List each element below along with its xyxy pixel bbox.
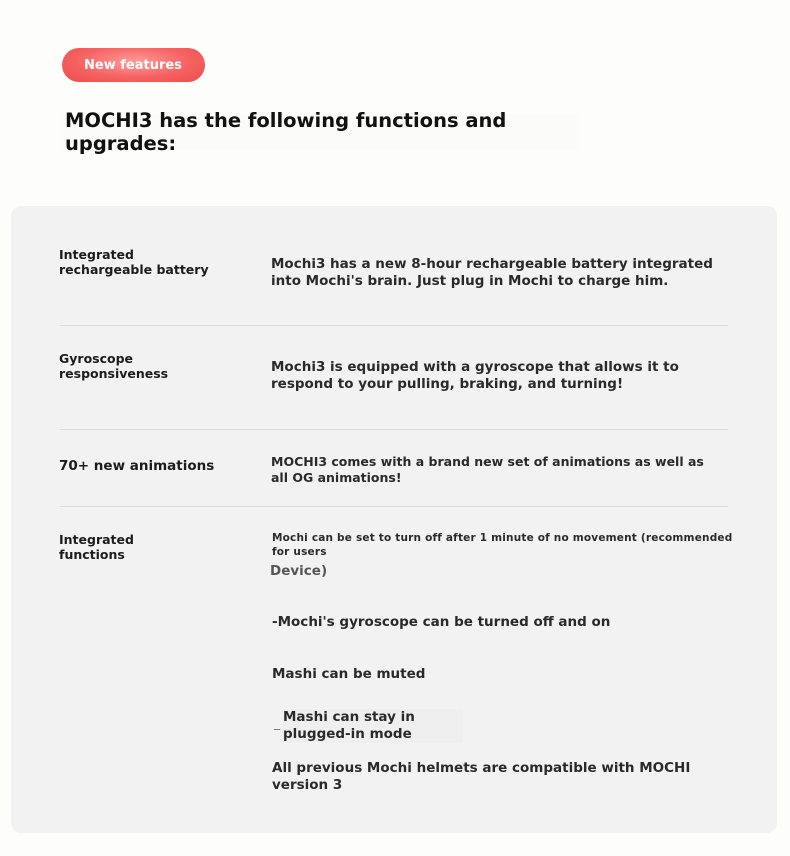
function-auto-off-cont: Device)	[270, 563, 328, 579]
function-mute: Mashi can be muted	[272, 666, 426, 682]
features-panel	[11, 206, 777, 833]
divider	[60, 325, 728, 326]
page-title	[62, 109, 578, 155]
function-bullet: _	[274, 716, 280, 730]
feature-label-battery: Integrated rechargeable battery	[59, 247, 209, 277]
function-auto-off: Mochi can be set to turn off after 1 minute of no movement (recommended for users	[272, 532, 733, 558]
divider	[60, 429, 728, 430]
feature-desc-animations: MOCHI3 comes with a brand new set of animations as well as all OG animations!	[271, 454, 704, 485]
function-plugged-in: Mashi can stay in plugged-in mode	[283, 709, 463, 743]
feature-label-animations: 70+ new animations	[59, 458, 215, 474]
feature-desc-gyroscope: Mochi3 is equipped with a gyroscope that allows it to respond to your pulling, braking, and turning!	[271, 359, 679, 392]
headline-text: MOCHI3 has the following functions and upgrades:	[65, 109, 507, 155]
divider	[60, 506, 728, 507]
feature-label-gyroscope: Gyroscope responsiveness	[59, 351, 169, 381]
new-features-badge	[62, 48, 205, 82]
feature-label-functions: Integrated functions	[59, 532, 134, 562]
feature-desc-battery: Mochi3 has a new 8-hour rechargeable battery integrated into Mochi's brain. Just plug in Mochi to charge him.	[271, 256, 713, 289]
function-helmet-compat: All previous Mochi helmets are compatible with MOCHI version 3	[272, 760, 691, 793]
function-gyroscope-toggle: -Mochi's gyroscope can be turned off and on	[272, 614, 611, 630]
badge-label: New features	[84, 57, 182, 73]
